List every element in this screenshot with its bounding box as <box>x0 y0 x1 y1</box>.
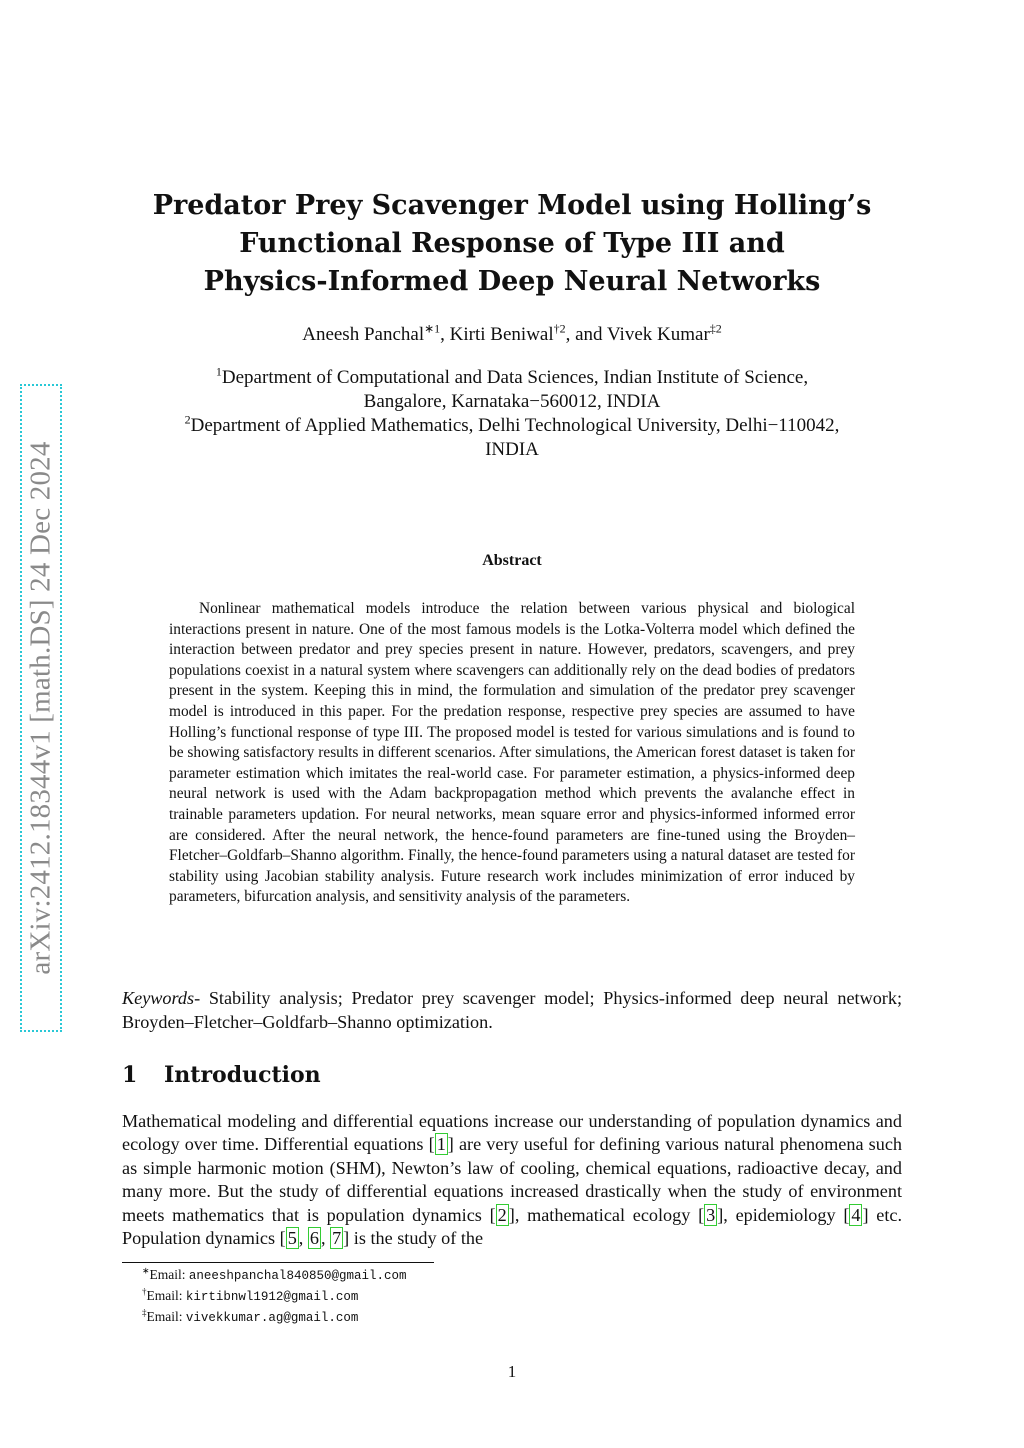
affiliation-1-cont: Bangalore, Karnataka−560012, INDIA <box>363 391 661 412</box>
author-name: Aneesh Panchal <box>302 324 425 345</box>
intro-paragraph <box>122 1110 902 1250</box>
page-number: 1 <box>507 1362 517 1381</box>
footnote <box>142 1307 406 1328</box>
affiliation-1 <box>120 366 904 390</box>
author-name: Kirti Beniwal <box>449 324 554 345</box>
arxiv-stamp[interactable] <box>20 384 62 1032</box>
affiliation-text: Department of Computational and Data Sciences, Indian Institute of Science, <box>221 367 809 388</box>
author-mark[interactable]: †2 <box>553 321 566 336</box>
citation-number[interactable]: 1 <box>436 1134 446 1155</box>
author-separator: , <box>440 324 450 345</box>
footnote-mark: ∗ <box>142 1265 150 1276</box>
intro-text: , mathematical ecology <box>514 1204 699 1225</box>
keywords <box>122 986 902 1034</box>
citation-number[interactable]: 2 <box>497 1204 507 1225</box>
citation-link[interactable]: [ 3 ] <box>698 1204 724 1225</box>
section-heading <box>122 1062 321 1088</box>
intro-text: , epidemiology <box>723 1204 844 1225</box>
citation-link[interactable]: [ 2 ] <box>489 1204 515 1225</box>
paper-title <box>120 187 904 301</box>
citation-link[interactable]: [ 1 ] <box>428 1134 454 1155</box>
intro-text: is the study of the <box>349 1228 484 1249</box>
footnote <box>142 1265 406 1286</box>
email-link[interactable]: vivekkumar.ag@gmail.com <box>185 1311 359 1325</box>
section-title: Introduction <box>164 1062 321 1088</box>
author-mark[interactable]: ∗1 <box>424 321 441 336</box>
footnote-label: Email: <box>146 1309 186 1324</box>
citation-link[interactable]: [ 5 , 6 , 7 ] <box>279 1228 350 1249</box>
footnote-mark: † <box>142 1286 147 1297</box>
title-line: Functional Response of Type III and <box>239 228 785 259</box>
abstract-text: Nonlinear mathematical models introduce the relation between various physical and biological interactions present in nature. One of the most famous models is the Lotka-Volterra model which defined the interaction between predator and prey species present in nature. However, predators, scavengers, and prey populations coexist in a natural system where scavengers can additionally rely on the dead bodies of predators present in the system. Keeping this in mind, the formulation and simulation of the predator prey scavenger model is introduced in this paper. For the predation response, respective prey species are assumed to have Holling’s functional response of type III. The proposed model is tested for various simulations and is found to be showing satisfactory results in different scenarios. After simulations, the American forest dataset is taken for parameter estimation which imitates the real-world case. For parameter estimation, a physics-informed deep neural network is used with the Adam backpropagation method which prevents the avalanche effect in trainable parameters updation. For neural networks, mean square error and physics-informed informed error are considered. After the neural network, the hence-found parameters are fine-tuned using the Broyden–Fletcher–Goldfarb–Shanno algorithm. Finally, the hence-found parameters using a natural dataset are tested for stability using Jacobian stability analysis. Future research work includes minimization of error induced by parameters, bifurcation analysis, and sensitivity analysis of the parameters. <box>169 600 855 906</box>
author-list <box>120 322 904 348</box>
footnotes <box>142 1265 406 1328</box>
intro-text: are very useful for defining various natural phenomena such as simple harmonic motion (SHM), Newton’s law of cooling, chemical equations, radioactive decay, and many more. But the study of differential equations increased drastically when the study of environment meets mathematics that is population dynamics <box>122 1134 902 1225</box>
intro-text: etc. Population dynamics <box>122 1204 903 1249</box>
citation-link[interactable]: [ 4 ] <box>843 1204 869 1225</box>
section-number: 1 <box>122 1062 138 1088</box>
footnote-label: Email: <box>149 1267 189 1282</box>
email-link[interactable]: kirtibnwl1912@gmail.com <box>185 1290 359 1304</box>
affiliation-number: 1 <box>215 364 222 379</box>
footnote-label: Email: <box>146 1288 186 1303</box>
title-line: Physics-Informed Deep Neural Networks <box>203 266 821 297</box>
keywords-label: Keywords- <box>122 988 201 1008</box>
footnote-mark: ‡ <box>142 1307 147 1318</box>
author-name: Vivek Kumar <box>606 324 710 345</box>
title-line: Predator Prey Scavenger Model using Holling’s <box>152 190 872 221</box>
affiliation-2 <box>120 414 904 438</box>
abstract-heading: Abstract <box>482 552 542 569</box>
keywords-text: Stability analysis; Predator prey scavenger model; Physics-informed deep neural network; Broyden–Fletcher–Goldfarb–Shanno optimization. <box>122 988 903 1032</box>
footnote-rule <box>122 1262 434 1263</box>
citation-number[interactable]: 5 <box>287 1228 297 1249</box>
author-separator: , and <box>565 324 607 345</box>
intro-text: Mathematical modeling and differential equations increase our understanding of population dynamics and ecology over time. Differential equations <box>122 1111 902 1155</box>
citation-number[interactable]: 4 <box>851 1204 861 1225</box>
arxiv-identifier: arXiv:2412.18344v1 [math.DS] 24 Dec 2024 <box>24 441 57 975</box>
footnote <box>142 1286 406 1307</box>
affiliation-number: 2 <box>184 412 191 427</box>
citation-number[interactable]: 7 <box>332 1228 342 1249</box>
affiliations <box>120 366 904 462</box>
citation-number[interactable]: 3 <box>706 1204 716 1225</box>
author-mark[interactable]: ‡2 <box>709 321 722 336</box>
affiliation-2-cont: INDIA <box>485 439 539 460</box>
citation-number[interactable]: 6 <box>309 1228 319 1249</box>
email-link[interactable]: aneeshpanchal840850@gmail.com <box>188 1269 407 1283</box>
affiliation-text: Department of Applied Mathematics, Delhi Technological University, Delhi−110042, <box>190 415 840 436</box>
